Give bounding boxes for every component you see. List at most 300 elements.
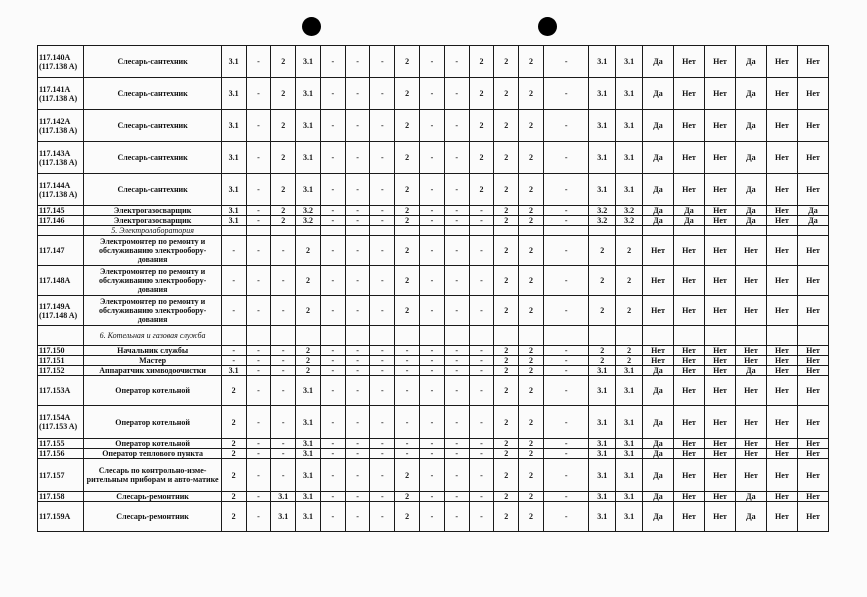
- value-cell: -: [543, 366, 588, 376]
- value-cell: Да: [735, 78, 766, 110]
- value-cell: 2: [469, 142, 494, 174]
- value-cell: Нет: [643, 266, 674, 296]
- value-cell: -: [543, 296, 588, 326]
- value-cell: 2: [494, 356, 519, 366]
- value-cell: Нет: [704, 174, 735, 206]
- table-row: [38, 110, 829, 142]
- value-cell: -: [246, 216, 271, 226]
- value-cell: -: [444, 439, 469, 449]
- value-cell: -: [271, 376, 296, 406]
- table-row: [38, 439, 829, 449]
- value-cell: 3.1: [296, 449, 321, 459]
- value-cell: Да: [643, 502, 674, 532]
- row-code: 117.158: [38, 492, 84, 502]
- table-row: [38, 46, 829, 78]
- value-cell: -: [370, 46, 395, 78]
- value-cell: 3.1: [616, 110, 643, 142]
- value-cell: Нет: [704, 376, 735, 406]
- value-cell: 2: [519, 459, 544, 492]
- row-code: 117.146: [38, 216, 84, 226]
- value-cell: Да: [643, 174, 674, 206]
- value-cell: -: [221, 236, 246, 266]
- empty-cell: [345, 326, 370, 346]
- value-cell: 3.1: [221, 110, 246, 142]
- value-cell: Да: [643, 449, 674, 459]
- value-cell: Нет: [797, 376, 828, 406]
- workplace-assessment-table: [37, 45, 829, 532]
- value-cell: -: [420, 366, 445, 376]
- table-row: [38, 236, 829, 266]
- value-cell: 3.1: [221, 142, 246, 174]
- profession-name: Электромонтер по ремонту и обслуживанию электрообору-дования: [84, 266, 221, 296]
- profession-name: Оператор котельной: [84, 439, 221, 449]
- value-cell: 2: [494, 502, 519, 532]
- value-cell: -: [395, 346, 420, 356]
- value-cell: Нет: [766, 459, 797, 492]
- value-cell: Да: [643, 376, 674, 406]
- empty-cell: [797, 326, 828, 346]
- value-cell: Да: [643, 142, 674, 174]
- value-cell: 2: [519, 174, 544, 206]
- value-cell: 3.2: [589, 206, 616, 216]
- value-cell: -: [420, 346, 445, 356]
- value-cell: -: [345, 46, 370, 78]
- empty-cell: [221, 226, 246, 236]
- profession-name: Оператор котельной: [84, 406, 221, 439]
- value-cell: 2: [616, 266, 643, 296]
- value-cell: 2: [519, 78, 544, 110]
- value-cell: Нет: [704, 296, 735, 326]
- value-cell: -: [420, 216, 445, 226]
- empty-cell: [246, 326, 271, 346]
- empty-cell: [271, 226, 296, 236]
- value-cell: Нет: [766, 46, 797, 78]
- row-code: 117.145: [38, 206, 84, 216]
- profession-name: Слесарь-сантехник: [84, 142, 221, 174]
- value-cell: 2: [519, 449, 544, 459]
- value-cell: Нет: [735, 236, 766, 266]
- value-cell: 2: [494, 376, 519, 406]
- value-cell: Нет: [766, 236, 797, 266]
- value-cell: -: [320, 142, 345, 174]
- value-cell: 2: [616, 236, 643, 266]
- value-cell: -: [271, 296, 296, 326]
- value-cell: -: [543, 236, 588, 266]
- value-cell: -: [420, 236, 445, 266]
- value-cell: 2: [494, 78, 519, 110]
- value-cell: -: [469, 406, 494, 439]
- value-cell: -: [543, 492, 588, 502]
- value-cell: 3.2: [616, 206, 643, 216]
- value-cell: 2: [519, 376, 544, 406]
- value-cell: -: [370, 266, 395, 296]
- value-cell: -: [444, 492, 469, 502]
- value-cell: -: [320, 216, 345, 226]
- profession-name: Аппаратчик химводоочистки: [84, 366, 221, 376]
- value-cell: Нет: [797, 236, 828, 266]
- value-cell: -: [420, 449, 445, 459]
- value-cell: 3.1: [271, 502, 296, 532]
- value-cell: -: [420, 406, 445, 439]
- empty-cell: [221, 326, 246, 346]
- value-cell: Нет: [704, 46, 735, 78]
- value-cell: -: [543, 346, 588, 356]
- value-cell: Нет: [674, 439, 705, 449]
- value-cell: Нет: [735, 346, 766, 356]
- value-cell: 2: [221, 492, 246, 502]
- row-code: 117.140A (117.138 A): [38, 46, 84, 78]
- value-cell: 2: [494, 266, 519, 296]
- value-cell: 2: [296, 356, 321, 366]
- value-cell: 2: [395, 502, 420, 532]
- empty-cell: [519, 226, 544, 236]
- profession-name: Электрогазосварщик: [84, 216, 221, 226]
- value-cell: 2: [271, 110, 296, 142]
- value-cell: 3.1: [589, 439, 616, 449]
- value-cell: 2: [296, 346, 321, 356]
- value-cell: 2: [589, 346, 616, 356]
- value-cell: -: [345, 439, 370, 449]
- value-cell: 2: [519, 236, 544, 266]
- value-cell: Нет: [704, 110, 735, 142]
- value-cell: -: [271, 356, 296, 366]
- row-code: 117.141A (117.138 A): [38, 78, 84, 110]
- value-cell: Нет: [674, 376, 705, 406]
- profession-name: Слесарь по контрольно-изме-рительным приборам и авто-матике: [84, 459, 221, 492]
- table-row: [38, 356, 829, 366]
- empty-cell: [616, 326, 643, 346]
- value-cell: Нет: [704, 502, 735, 532]
- value-cell: 2: [519, 346, 544, 356]
- value-cell: Нет: [797, 110, 828, 142]
- value-cell: -: [420, 206, 445, 216]
- value-cell: Нет: [766, 266, 797, 296]
- value-cell: 2: [494, 206, 519, 216]
- value-cell: Да: [643, 78, 674, 110]
- value-cell: Нет: [735, 376, 766, 406]
- value-cell: -: [370, 236, 395, 266]
- section-row: [38, 326, 829, 346]
- value-cell: -: [246, 459, 271, 492]
- value-cell: -: [345, 459, 370, 492]
- value-cell: 3.1: [589, 492, 616, 502]
- profession-name: Электромонтер по ремонту и обслуживанию электрообору-дования: [84, 296, 221, 326]
- value-cell: -: [370, 78, 395, 110]
- value-cell: Нет: [797, 46, 828, 78]
- value-cell: Нет: [797, 366, 828, 376]
- empty-cell: [543, 226, 588, 236]
- value-cell: Нет: [735, 296, 766, 326]
- value-cell: -: [345, 266, 370, 296]
- profession-name: Оператор котельной: [84, 376, 221, 406]
- value-cell: -: [320, 174, 345, 206]
- value-cell: -: [469, 296, 494, 326]
- value-cell: -: [345, 216, 370, 226]
- value-cell: 2: [395, 78, 420, 110]
- empty-cell: [589, 226, 616, 236]
- value-cell: -: [246, 236, 271, 266]
- value-cell: -: [246, 46, 271, 78]
- value-cell: -: [469, 502, 494, 532]
- value-cell: 3.2: [616, 216, 643, 226]
- value-cell: Нет: [674, 110, 705, 142]
- value-cell: 2: [519, 366, 544, 376]
- value-cell: -: [320, 110, 345, 142]
- value-cell: -: [469, 492, 494, 502]
- value-cell: 2: [221, 439, 246, 449]
- value-cell: 2: [271, 46, 296, 78]
- value-cell: -: [370, 356, 395, 366]
- value-cell: -: [246, 492, 271, 502]
- empty-cell: [469, 326, 494, 346]
- value-cell: -: [370, 174, 395, 206]
- value-cell: 3.1: [589, 406, 616, 439]
- value-cell: -: [345, 110, 370, 142]
- value-cell: 3.1: [589, 366, 616, 376]
- row-code: 117.149A (117.148 A): [38, 296, 84, 326]
- value-cell: -: [271, 266, 296, 296]
- value-cell: Нет: [797, 502, 828, 532]
- value-cell: Нет: [735, 449, 766, 459]
- row-code: 117.157: [38, 459, 84, 492]
- row-code: 117.144A (117.138 A): [38, 174, 84, 206]
- value-cell: 2: [589, 296, 616, 326]
- value-cell: Нет: [766, 174, 797, 206]
- value-cell: 3.1: [589, 46, 616, 78]
- value-cell: 2: [221, 502, 246, 532]
- table-row: [38, 366, 829, 376]
- value-cell: Да: [735, 142, 766, 174]
- table-row: [38, 174, 829, 206]
- value-cell: -: [444, 502, 469, 532]
- value-cell: Нет: [735, 406, 766, 439]
- value-cell: 3.1: [589, 376, 616, 406]
- value-cell: -: [246, 78, 271, 110]
- value-cell: 2: [395, 206, 420, 216]
- row-code: 117.150: [38, 346, 84, 356]
- value-cell: 3.1: [589, 502, 616, 532]
- value-cell: -: [320, 346, 345, 356]
- value-cell: Нет: [797, 406, 828, 439]
- value-cell: -: [221, 296, 246, 326]
- value-cell: 2: [271, 174, 296, 206]
- profession-name: Слесарь-сантехник: [84, 46, 221, 78]
- value-cell: Нет: [674, 356, 705, 366]
- value-cell: -: [444, 356, 469, 366]
- empty-cell: [797, 226, 828, 236]
- value-cell: -: [469, 206, 494, 216]
- value-cell: -: [320, 206, 345, 216]
- value-cell: -: [246, 266, 271, 296]
- value-cell: 2: [469, 78, 494, 110]
- value-cell: -: [469, 236, 494, 266]
- value-cell: -: [271, 439, 296, 449]
- empty-cell: [674, 226, 705, 236]
- punch-hole-left: [302, 17, 321, 36]
- value-cell: 2: [494, 439, 519, 449]
- value-cell: Нет: [735, 459, 766, 492]
- value-cell: 2: [271, 78, 296, 110]
- value-cell: 3.2: [296, 216, 321, 226]
- value-cell: 3.1: [589, 78, 616, 110]
- value-cell: -: [370, 449, 395, 459]
- value-cell: Нет: [797, 266, 828, 296]
- value-cell: 2: [589, 236, 616, 266]
- value-cell: -: [320, 356, 345, 366]
- value-cell: Нет: [766, 206, 797, 216]
- value-cell: -: [370, 366, 395, 376]
- value-cell: -: [420, 46, 445, 78]
- value-cell: -: [320, 266, 345, 296]
- value-cell: Нет: [735, 439, 766, 449]
- value-cell: Да: [735, 110, 766, 142]
- value-cell: -: [444, 376, 469, 406]
- value-cell: Да: [797, 216, 828, 226]
- value-cell: 2: [519, 206, 544, 216]
- value-cell: 3.1: [221, 216, 246, 226]
- value-cell: -: [246, 502, 271, 532]
- value-cell: 3.1: [589, 174, 616, 206]
- value-cell: 3.1: [616, 439, 643, 449]
- profession-name: Электрогазосварщик: [84, 206, 221, 216]
- value-cell: Нет: [766, 78, 797, 110]
- value-cell: Нет: [766, 296, 797, 326]
- value-cell: Нет: [674, 142, 705, 174]
- value-cell: 2: [519, 142, 544, 174]
- value-cell: Нет: [643, 356, 674, 366]
- value-cell: -: [320, 406, 345, 439]
- empty-cell: [543, 326, 588, 346]
- empty-cell: [494, 226, 519, 236]
- value-cell: 3.1: [221, 206, 246, 216]
- row-code: 117.156: [38, 449, 84, 459]
- value-cell: Нет: [674, 502, 705, 532]
- empty-cell: [320, 326, 345, 346]
- table-row: [38, 296, 829, 326]
- value-cell: -: [420, 174, 445, 206]
- value-cell: 2: [395, 110, 420, 142]
- value-cell: -: [370, 502, 395, 532]
- empty-cell: [444, 226, 469, 236]
- value-cell: -: [320, 439, 345, 449]
- value-cell: -: [420, 356, 445, 366]
- value-cell: -: [246, 439, 271, 449]
- value-cell: Да: [674, 206, 705, 216]
- value-cell: 3.1: [296, 142, 321, 174]
- value-cell: Нет: [766, 142, 797, 174]
- value-cell: -: [345, 356, 370, 366]
- value-cell: Нет: [766, 502, 797, 532]
- value-cell: 2: [494, 236, 519, 266]
- value-cell: -: [370, 406, 395, 439]
- value-cell: -: [246, 174, 271, 206]
- value-cell: -: [444, 346, 469, 356]
- value-cell: Нет: [797, 296, 828, 326]
- value-cell: -: [345, 78, 370, 110]
- value-cell: 2: [296, 236, 321, 266]
- profession-name: Мастер: [84, 356, 221, 366]
- value-cell: Нет: [797, 449, 828, 459]
- empty-cell: [589, 326, 616, 346]
- value-cell: Да: [735, 492, 766, 502]
- value-cell: -: [370, 296, 395, 326]
- value-cell: Нет: [674, 449, 705, 459]
- value-cell: 2: [469, 174, 494, 206]
- value-cell: 2: [519, 492, 544, 502]
- empty-cell: [643, 226, 674, 236]
- value-cell: -: [543, 206, 588, 216]
- value-cell: -: [246, 449, 271, 459]
- empty-cell: [766, 326, 797, 346]
- empty-cell: [395, 326, 420, 346]
- value-cell: Да: [735, 206, 766, 216]
- value-cell: Нет: [674, 236, 705, 266]
- table-row: [38, 142, 829, 174]
- value-cell: -: [420, 142, 445, 174]
- value-cell: -: [345, 492, 370, 502]
- value-cell: -: [444, 266, 469, 296]
- value-cell: -: [246, 206, 271, 216]
- value-cell: -: [420, 296, 445, 326]
- value-cell: Нет: [704, 492, 735, 502]
- value-cell: -: [246, 356, 271, 366]
- empty-cell: [271, 326, 296, 346]
- value-cell: -: [543, 459, 588, 492]
- value-cell: 3.2: [589, 216, 616, 226]
- value-cell: -: [420, 78, 445, 110]
- value-cell: 2: [395, 174, 420, 206]
- value-cell: Нет: [735, 266, 766, 296]
- row-code: 117.148A: [38, 266, 84, 296]
- value-cell: 3.1: [616, 406, 643, 439]
- value-cell: Нет: [704, 216, 735, 226]
- value-cell: 3.1: [616, 78, 643, 110]
- value-cell: -: [444, 236, 469, 266]
- value-cell: -: [543, 174, 588, 206]
- value-cell: 3.1: [589, 459, 616, 492]
- value-cell: 2: [221, 449, 246, 459]
- value-cell: Нет: [797, 78, 828, 110]
- value-cell: Нет: [674, 266, 705, 296]
- value-cell: -: [543, 78, 588, 110]
- value-cell: Нет: [797, 142, 828, 174]
- value-cell: 2: [395, 492, 420, 502]
- value-cell: 2: [519, 356, 544, 366]
- value-cell: 2: [519, 406, 544, 439]
- value-cell: 2: [494, 110, 519, 142]
- value-cell: -: [345, 502, 370, 532]
- value-cell: -: [246, 346, 271, 356]
- value-cell: -: [370, 439, 395, 449]
- value-cell: 3.1: [221, 366, 246, 376]
- value-cell: 3.1: [296, 376, 321, 406]
- value-cell: Да: [735, 502, 766, 532]
- value-cell: -: [395, 366, 420, 376]
- value-cell: 2: [395, 142, 420, 174]
- value-cell: -: [345, 406, 370, 439]
- empty-cell: [420, 326, 445, 346]
- value-cell: Да: [643, 439, 674, 449]
- value-cell: 2: [494, 46, 519, 78]
- value-cell: 2: [469, 110, 494, 142]
- value-cell: 3.1: [296, 406, 321, 439]
- empty-cell: [370, 326, 395, 346]
- value-cell: -: [444, 78, 469, 110]
- empty-cell: [519, 326, 544, 346]
- value-cell: 3.1: [616, 174, 643, 206]
- value-cell: -: [345, 142, 370, 174]
- row-code: 117.143A (117.138 A): [38, 142, 84, 174]
